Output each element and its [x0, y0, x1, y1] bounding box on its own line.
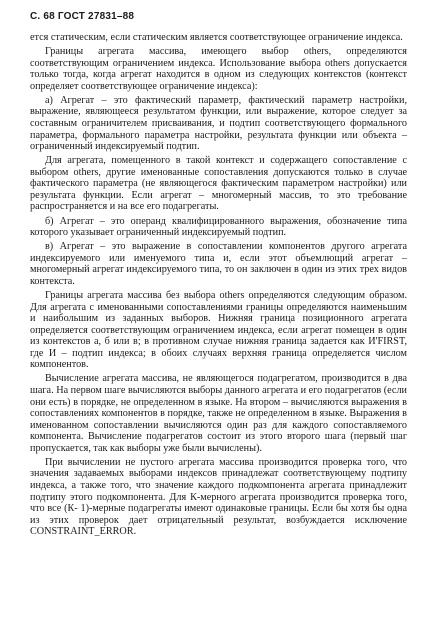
paragraph-context-b: б) Агрегат – это операнд квалифицированного выражения, обозначение типа которого указывает ограниченный индексируемый подтип.	[30, 215, 407, 239]
paragraph-named-associations: Для агрегата, помещенного в такой контекст и содержащего сопоставление с выбором others, другие именованные сопоставления допускаются только в случае фактического параметра (не являющегося фактическим параметром настройки) или результата функции. Если агрегат – многомерный массив, то это требование распространяется и на все его подагрегаты.	[30, 155, 407, 213]
paragraph-context-a: а) Агрегат – это фактический параметр, фактический параметр настройки, выражение, являющееся результатом функции, или выражение, которое следует за составным ограничителем присваивания, и подтип соответствующего формального параметра, формального параметра настройки, результата функции или объекта – ограниченный индексируемый подтип.	[30, 94, 407, 153]
paragraph-others-bounds: Границы агрегата массива, имеющего выбор others, определяются соответствующим ограничением индекса. Использование выбора others допускается только тогда, когда агрегат находится в одном из следующих контекстов (контекст определяет соответствующее ограничение индекса):	[30, 46, 407, 92]
paragraph-bounds-without-others: Границы агрегата массива без выбора others определяются следующим образом. Для агрегата с именованными сопоставлениями границы определяются наименьшим и наибольшим из заданных выборов. Нижняя граница позиционного агрегата определяется соответствующим ограничением индекса, если агрегат помещен в один из контекстов а, б или в; в противном случае нижняя граница задается как И'FIRST, где И – подтип индекса; в обоих случаях верхняя граница определяется числом компонентов.	[30, 290, 407, 371]
paragraph-continuation: ется статическим, если статическим является соответствующее ограничение индекса.	[30, 32, 403, 43]
paragraph-context-c: в) Агрегат – это выражение в сопоставлении компонентов другого агрегата индексируемого или именуемого типа и, если этот объемлющий агрегат – многомерный агрегат индексируемого типа, то он заключен в один из этих трех видов контекста.	[30, 241, 407, 287]
paragraph-checks: При вычислении не пустого агрегата массива производится проверка того, что значения задаваемых выборами индексов принадлежат соответствующему подтипу индекса, а также того, что значение каждого подкомпонента агрегата принадлежит подтипу этого подкомпонента. Для К-мерного агрегата производится проверка того, что все (К- 1)-мерные подагрегаты имеют одинаковые границы. Если бы хотя бы одна из этих проверок дает отрицательный результат, возбуждается исключение CONSTRAINT_ERROR.	[30, 456, 407, 538]
page-header: С. 68 ГОСТ 27831–88	[30, 11, 135, 22]
paragraph-evaluation: Вычисление агрегата массива, не являющегося подагрегатом, производится в два шага. На первом шаге вычисляются выборы данного агрегата и его подагрегатов (если они есть) в порядке, не определенном в языке. На втором – вычисляются выражения в сопоставлениях компонентов в порядке, также не определенном в языке. Выражения в именованном сопоставлении вычисляются один раз для каждого сопоставляемого компонента. Вычисление подагрегатов состоит из этого второго шага (первый шаг пропускается, так как выборы уже были вычислены).	[30, 373, 407, 454]
body-text	[30, 32, 407, 540]
